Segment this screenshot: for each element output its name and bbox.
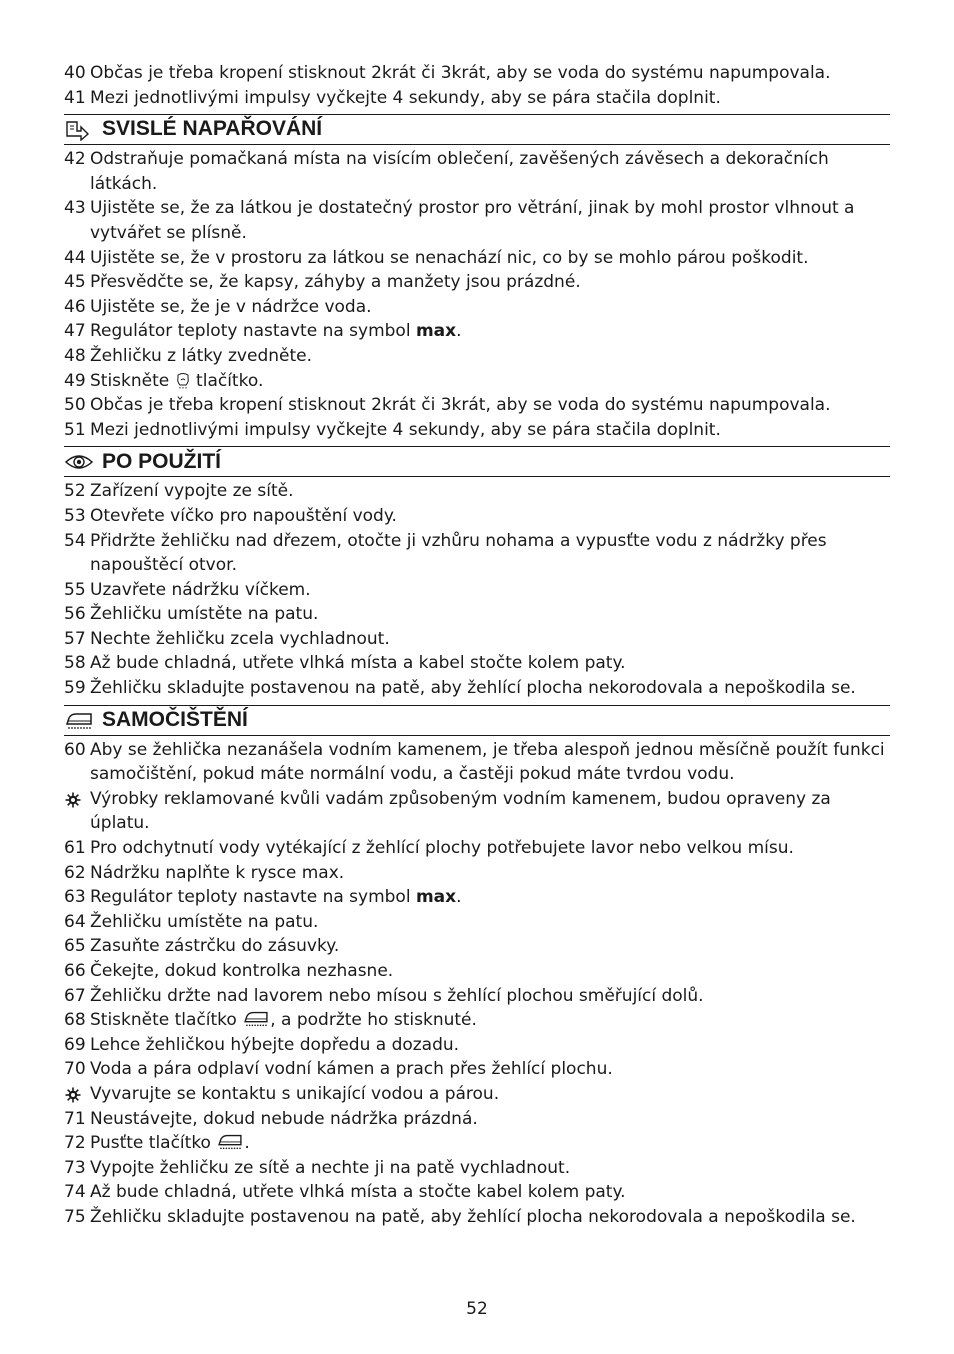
item-number: 60 (64, 739, 86, 760)
vertical-steam-icon (64, 119, 94, 141)
item-text-part: Stiskněte tlačítko (90, 1010, 243, 1031)
warning-text: Výrobky reklamované kvůli vadám způsobeným vodním kamenem, budou opraveny za úplatu. (90, 788, 831, 834)
section-title: SVISLÉ NAPAŘOVÁNÍ (102, 117, 323, 141)
list-item (64, 295, 890, 320)
list-item (64, 934, 890, 959)
list-item (64, 393, 890, 418)
list-item (64, 147, 890, 196)
item-number: 65 (64, 936, 86, 957)
list-item (64, 270, 890, 295)
item-number: 75 (64, 1206, 86, 1227)
item-number: 55 (64, 579, 86, 600)
item-number: 49 (64, 370, 86, 391)
item-text: Pro odchytnutí vody vytékající z žehlící plochy potřebujete lavor nebo velkou mísu. (90, 838, 794, 859)
list-item (64, 246, 890, 271)
item-number: 53 (64, 505, 86, 526)
item-text: Aby se žehlička nezanášela vodním kamenem, je třeba alespoň jednou měsíčně použít funkci samočištění, pokud máte normální vodu, a častěji pokud máte tvrdou vodu. (90, 739, 885, 785)
item-text-part: Stiskněte (90, 370, 175, 391)
item-number: 54 (64, 530, 86, 551)
list-item (64, 1107, 890, 1132)
item-number: 45 (64, 272, 86, 293)
item-text: Občas je třeba kropení stisknout 2krát či 3krát, aby se voda do systému napumpovala. (90, 395, 831, 416)
item-text-part: . (244, 1133, 250, 1154)
list-item (64, 1205, 890, 1230)
list-item (64, 529, 890, 578)
list-item (64, 578, 890, 603)
item-text (90, 1008, 890, 1033)
self-clean-button-icon (242, 1008, 270, 1028)
list-item (64, 1057, 890, 1082)
item-text: Mezi jednotlivými impulsy vyčkejte 4 sekundy, aby se pára stačila doplnit. (90, 419, 721, 440)
item-text: Žehličku umístěte na patu. (90, 911, 319, 932)
list-item (64, 86, 890, 111)
list-item (64, 1180, 890, 1205)
self-clean-button-icon (216, 1131, 244, 1151)
item-number: 46 (64, 296, 86, 317)
section-title: SAMOČIŠTĚNÍ (102, 707, 248, 731)
warning-note (64, 1082, 890, 1107)
warning-text: Vyvarujte se kontaktu s unikající vodou a párou. (90, 1083, 500, 1104)
list-item (64, 61, 890, 86)
item-text-part: . (456, 321, 462, 342)
item-number: 70 (64, 1059, 86, 1080)
eye-icon (64, 451, 94, 473)
item-text: Lehce žehličkou hýbejte dopředu a dozadu. (90, 1034, 460, 1055)
list-item (64, 319, 890, 344)
list-item (64, 418, 890, 443)
item-number: 43 (64, 198, 86, 219)
warning-burst-icon (65, 1087, 81, 1103)
item-text-part: tlačítko. (190, 370, 264, 391)
item-text: Žehličku umístěte na patu. (90, 604, 319, 625)
item-number: 42 (64, 149, 86, 170)
item-text: Žehličku z látky zvedněte. (90, 345, 313, 366)
list-item (64, 959, 890, 984)
item-text: Žehličku skladujte postavenou na patě, aby žehlící plocha nekorodovala a nepoškodila se. (90, 1206, 856, 1227)
item-text: Přidržte žehličku nad dřezem, otočte ji vzhůru nohama a vypusťte vodu z nádržky přes napouštěcí otvor. (90, 530, 827, 576)
item-number: 74 (64, 1182, 86, 1203)
list-item (64, 602, 890, 627)
list-item (64, 369, 890, 394)
item-text: Ujistěte se, že je v nádržce voda. (90, 296, 372, 317)
item-text: Žehličku skladujte postavenou na patě, aby žehlící plocha nekorodovala a nepoškodila se. (90, 678, 856, 699)
list-item (64, 1131, 890, 1156)
list-item (64, 910, 890, 935)
list-item (64, 738, 890, 787)
item-text: Zařízení vypojte ze sítě. (90, 481, 294, 502)
item-text (90, 369, 890, 394)
list-item (64, 344, 890, 369)
item-number: 72 (64, 1133, 86, 1154)
item-text: Zasuňte zástrčku do zásuvky. (90, 936, 340, 957)
item-number: 57 (64, 628, 86, 649)
list-item (64, 676, 890, 701)
item-number: 58 (64, 653, 86, 674)
item-number: 67 (64, 985, 86, 1006)
section-heading-after-use (64, 446, 890, 477)
item-text-part: . (456, 887, 462, 908)
item-text: Vypojte žehličku ze sítě a nechte ji na patě vychladnout. (90, 1157, 571, 1178)
item-number: 47 (64, 321, 86, 342)
item-text-part: , a podržte ho stisknuté. (270, 1010, 477, 1031)
item-number: 61 (64, 838, 86, 859)
section-title: PO POUŽITÍ (102, 449, 222, 473)
item-text-part: Regulátor teploty nastavte na symbol (90, 887, 416, 908)
list-item (64, 1008, 890, 1033)
item-text (90, 885, 890, 910)
item-text: Přesvědčte se, že kapsy, záhyby a manžety jsou prázdné. (90, 272, 581, 293)
item-text: Čekejte, dokud kontrolka nezhasne. (90, 961, 394, 981)
item-number: 62 (64, 862, 86, 883)
item-number: 69 (64, 1034, 86, 1055)
item-number: 73 (64, 1157, 86, 1178)
item-number: 68 (64, 1010, 86, 1031)
item-number: 48 (64, 345, 86, 366)
list-item (64, 504, 890, 529)
list-item (64, 861, 890, 886)
item-text: Až bude chladná, utřete vlhká místa a kabel stočte kolem paty. (90, 653, 626, 674)
warning-note (64, 787, 890, 836)
item-number: 44 (64, 247, 86, 268)
item-number: 66 (64, 961, 86, 981)
document-body (64, 61, 890, 1230)
item-number: 51 (64, 419, 86, 440)
item-text (90, 319, 890, 344)
item-text-part: Pusťte tlačítko (90, 1133, 217, 1154)
item-number: 71 (64, 1108, 86, 1129)
item-text: Ujistěte se, že v prostoru za látkou se nenachází nic, co by se mohlo párou poškodit. (90, 247, 809, 268)
list-item (64, 1156, 890, 1181)
item-text (90, 1131, 890, 1156)
max-symbol-label: max (415, 321, 457, 342)
list-item (64, 984, 890, 1009)
item-number: 50 (64, 395, 86, 416)
item-text: Neustávejte, dokud nebude nádržka prázdná. (90, 1108, 478, 1129)
list-item (64, 627, 890, 652)
page-number: 52 (466, 1299, 488, 1319)
item-number: 63 (64, 887, 86, 908)
item-text: Otevřete víčko pro napouštění vody. (90, 505, 397, 526)
item-text: Nádržku naplňte k rysce max. (90, 862, 345, 883)
section-heading-self-clean (64, 705, 890, 736)
item-number: 56 (64, 604, 86, 625)
item-text-part: Regulátor teploty nastavte na symbol (90, 321, 416, 342)
max-symbol-label: max (415, 887, 457, 908)
item-number: 64 (64, 911, 86, 932)
list-item (64, 479, 890, 504)
item-text: Ujistěte se, že za látkou je dostatečný prostor pro větrání, jinak by mohl prostor vlhnout a vytvářet se plísně. (90, 198, 855, 243)
item-number: 59 (64, 678, 86, 699)
item-number: 52 (64, 481, 86, 502)
item-text: Uzavřete nádržku víčkem. (90, 579, 311, 600)
item-text: Nechte žehličku zcela vychladnout. (90, 628, 390, 649)
item-text: Občas je třeba kropení stisknout 2krát či 3krát, aby se voda do systému napumpovala. (90, 63, 831, 83)
item-text: Voda a pára odplaví vodní kámen a prach přes žehlící plochu. (90, 1059, 613, 1080)
list-item (64, 651, 890, 676)
item-text: Odstraňuje pomačkaná místa na visícím oblečení, zavěšených závěsech a dekoračních látkách. (90, 149, 829, 194)
section-heading-vertical-steam (64, 114, 890, 145)
list-item (64, 885, 890, 910)
list-item (64, 836, 890, 861)
item-number: 40 (64, 63, 86, 83)
list-item (64, 196, 890, 245)
item-text: Žehličku držte nad lavorem nebo mísou s žehlící plochou směřující dolů. (90, 985, 704, 1006)
item-number: 41 (64, 87, 86, 108)
item-text: Až bude chladná, utřete vlhká místa a stočte kabel kolem paty. (90, 1182, 626, 1203)
list-item (64, 1033, 890, 1058)
steam-burst-button-icon (175, 371, 191, 389)
self-clean-icon (64, 709, 94, 731)
warning-burst-icon (65, 792, 81, 808)
item-text: Mezi jednotlivými impulsy vyčkejte 4 sekundy, aby se pára stačila doplnit. (90, 87, 721, 108)
